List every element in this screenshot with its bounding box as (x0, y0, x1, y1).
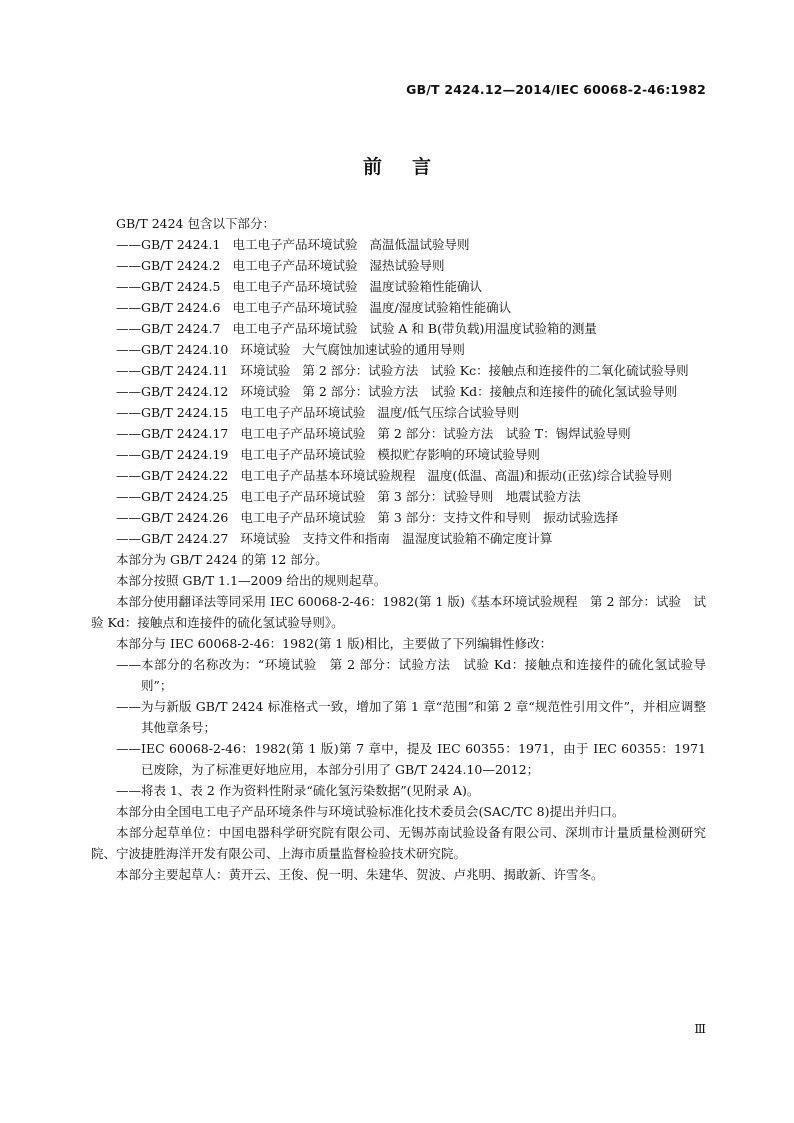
part-category: 环境试验 (240, 363, 291, 378)
change-text: 为与新版 GB/T 2424 标准格式一致，增加了第 1 章“范围”和第 2 章“规范性引用文件”，并相应调整其他章条号； (141, 699, 706, 735)
list-dash: —— (116, 342, 141, 357)
change-text: 将表 1、表 2 作为资料性附录“硫化氢污染数据”(见附录 A)。 (141, 783, 480, 798)
part-code: GB/T 2424.10 (141, 342, 229, 357)
standard-code: GB/T 2424.12—2014/IEC 60068-2-46:1982 (406, 82, 706, 97)
change-list-item (91, 696, 706, 738)
part-code: GB/T 2424.17 (141, 426, 229, 441)
list-dash: —— (116, 258, 141, 273)
part-list-item (91, 465, 706, 486)
part-category: 环境试验 (240, 384, 291, 399)
part-category: 电工电子产品环境试验 (232, 258, 358, 273)
part-category: 电工电子产品环境试验 (240, 510, 366, 525)
list-dash: —— (116, 489, 141, 504)
part-category: 环境试验 (240, 342, 291, 357)
list-dash: —— (116, 741, 141, 756)
part-category: 电工电子产品环境试验 (240, 405, 366, 420)
list-dash: —— (116, 531, 141, 546)
part-code: GB/T 2424.5 (141, 279, 221, 294)
list-dash: —— (116, 384, 141, 399)
part-code: GB/T 2424.25 (141, 489, 229, 504)
part-code: GB/T 2424.26 (141, 510, 229, 525)
list-dash: —— (116, 426, 141, 441)
part-list-item (91, 528, 706, 549)
part-code: GB/T 2424.6 (141, 300, 221, 315)
list-dash: —— (116, 405, 141, 420)
page-title: 前言 (362, 156, 461, 178)
part-code: GB/T 2424.27 (141, 531, 229, 546)
part-entry (141, 381, 706, 402)
part-entry (141, 402, 706, 423)
rules-paragraph: 本部分按照 GB/T 1.1—2009 给出的规则起草。 (116, 573, 387, 588)
list-dash: —— (116, 510, 141, 525)
part-entry (141, 486, 706, 507)
document-body (91, 213, 706, 885)
part-list-item (91, 381, 706, 402)
list-dash: —— (116, 468, 141, 483)
part-title: 大气腐蚀加速试验的通用导则 (302, 342, 465, 357)
parts-list (91, 234, 706, 549)
part-title: 高温低温试验导则 (369, 237, 470, 252)
intro-paragraph: GB/T 2424 包含以下部分： (116, 216, 275, 231)
drafting-units-paragraph: 本部分起草单位：中国电器科学研究院有限公司、无锡苏南试验设备有限公司、深圳市计量质量检测研究院、宁波捷胜海洋开发有限公司、上海市质量监督检验技术研究院。 (91, 825, 706, 861)
part-category: 电工电子产品基本环境试验规程 (240, 468, 416, 483)
part-list-item (91, 276, 706, 297)
compare-paragraph: 本部分与 IEC 60068-2-46：1982(第 1 版)相比，主要做了下列编辑性修改： (116, 636, 553, 651)
part-title: 试验 A 和 B(带负载)用温度试验箱的测量 (369, 321, 597, 336)
translation-paragraph: 本部分使用翻译法等同采用 IEC 60068-2-46：1982(第 1 版)《基本环境试验规程 第 2 部分：试验 试验 Kd：接触点和连接件的硫化氢试验导则》。 (91, 594, 706, 630)
part-category: 电工电子产品环境试验 (232, 279, 358, 294)
part-code: GB/T 2424.12 (141, 384, 229, 399)
part-paragraph: 本部分为 GB/T 2424 的第 12 部分。 (116, 552, 328, 567)
part-code: GB/T 2424.11 (141, 363, 229, 378)
part-category: 环境试验 (240, 531, 291, 546)
change-list-item (91, 780, 706, 801)
list-dash: —— (116, 363, 141, 378)
part-title: 温度(低温、高温)和振动(正弦)综合试验导则 (427, 468, 672, 483)
part-entry (141, 507, 706, 528)
part-title: 温度/湿度试验箱性能确认 (369, 300, 512, 315)
part-title: 湿热试验导则 (369, 258, 445, 273)
part-title: 温度试验箱性能确认 (369, 279, 482, 294)
part-code: GB/T 2424.1 (141, 237, 221, 252)
part-entry (141, 318, 706, 339)
part-category: 电工电子产品环境试验 (240, 426, 366, 441)
list-dash: —— (116, 783, 141, 798)
part-list-item (91, 255, 706, 276)
list-dash: —— (116, 699, 141, 714)
part-title: 第 3 部分：支持文件和导则 振动试验选择 (377, 510, 619, 525)
part-entry (141, 444, 706, 465)
part-list-item (91, 402, 706, 423)
change-list-item (91, 654, 706, 696)
part-code: GB/T 2424.22 (141, 468, 229, 483)
part-category: 电工电子产品环境试验 (232, 321, 358, 336)
page-number: Ⅲ (694, 1022, 706, 1036)
part-title: 第 2 部分：试验方法 试验 T：锡焊试验导则 (377, 426, 631, 441)
list-dash: —— (116, 279, 141, 294)
change-text: IEC 60068-2-46：1982(第 1 版)第 7 章中，提及 IEC 60355：1971，由于 IEC 60355：1971 已废除，为了标准更好地应用，本部分引用了 GB/T 2424.10—2012； (141, 741, 706, 777)
changes-list (91, 654, 706, 801)
part-list-item (91, 339, 706, 360)
part-entry (141, 423, 706, 444)
part-title: 第 2 部分：试验方法 试验 Kd：接触点和连接件的硫化氢试验导则 (302, 384, 678, 399)
part-code: GB/T 2424.2 (141, 258, 221, 273)
part-title: 模拟贮存影响的环境试验导则 (377, 447, 540, 462)
part-list-item (91, 360, 706, 381)
part-code: GB/T 2424.7 (141, 321, 221, 336)
part-list-item (91, 444, 706, 465)
part-entry (141, 234, 706, 255)
part-category: 电工电子产品环境试验 (232, 300, 358, 315)
part-entry (141, 339, 706, 360)
part-code: GB/T 2424.15 (141, 405, 229, 420)
part-code: GB/T 2424.19 (141, 447, 229, 462)
list-dash: —— (116, 447, 141, 462)
part-list-item (91, 486, 706, 507)
part-category: 电工电子产品环境试验 (240, 489, 366, 504)
part-list-item (91, 297, 706, 318)
proposed-paragraph: 本部分由全国电工电子产品环境条件与环境试验标准化技术委员会(SAC/TC 8)提出并归口。 (116, 804, 625, 819)
part-list-item (91, 318, 706, 339)
part-entry (141, 255, 706, 276)
part-category: 电工电子产品环境试验 (232, 237, 358, 252)
part-title: 温度/低气压综合试验导则 (377, 405, 520, 420)
drafters-paragraph: 本部分主要起草人：黄开云、王俊、倪一明、朱建华、贺波、卢兆明、揭敢新、许雪冬。 (116, 867, 604, 882)
list-dash: —— (116, 657, 141, 672)
part-entry (141, 297, 706, 318)
part-title: 第 3 部分：试验导则 地震试验方法 (377, 489, 581, 504)
part-entry (141, 465, 706, 486)
list-dash: —— (116, 237, 141, 252)
list-dash: —— (116, 300, 141, 315)
part-title: 支持文件和指南 温湿度试验箱不确定度计算 (302, 531, 553, 546)
part-entry (141, 276, 706, 297)
part-list-item (91, 507, 706, 528)
part-title: 第 2 部分：试验方法 试验 Kc：接触点和连接件的二氧化硫试验导则 (302, 363, 689, 378)
part-list-item (91, 234, 706, 255)
part-list-item (91, 423, 706, 444)
list-dash: —— (116, 321, 141, 336)
change-text: 本部分的名称改为：“环境试验 第 2 部分：试验方法 试验 Kd：接触点和连接件的硫化氢试验导则”； (141, 657, 706, 693)
change-list-item (91, 738, 706, 780)
part-category: 电工电子产品环境试验 (240, 447, 366, 462)
part-entry (141, 360, 706, 381)
part-entry (141, 528, 706, 549)
